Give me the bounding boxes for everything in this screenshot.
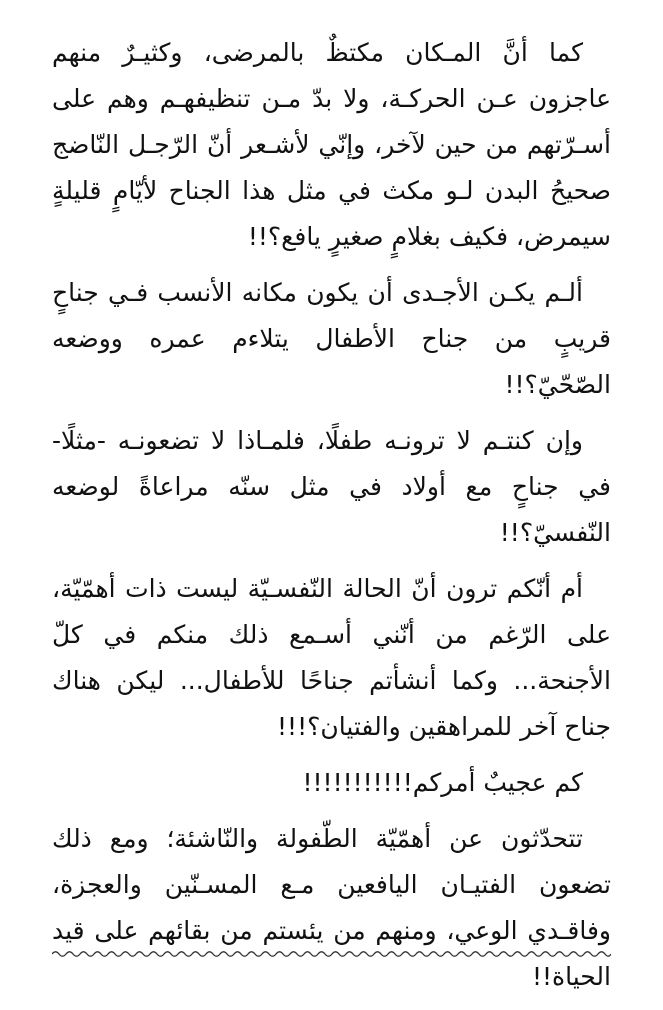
paragraph-5: كم عجيبٌ أمركم!!!!!!!!!!! bbox=[302, 768, 583, 797]
paragraph-2: ألـم يكـن الأجـدى أن يكون مكانه الأنسب فـي جناحٍ قريبٍ من جناح الأطفال يتلاءم عمره ووضعه الصّحّيّ؟!! bbox=[52, 278, 611, 399]
paragraph-4: أم أنّكم ترون أنّ الحالة النّفسـيّة ليست ذات أهمّيّة، على الرّغم من أنّني أسـمع ذلك منكم في كلّ الأجنحة... وكما أنشأتم جناحًا للأطفال... ليكن هناك جناح آخر للمراهقين والفتيان؟!!! bbox=[52, 574, 611, 741]
paragraph-3: وإن كنتـم لا ترونـه طفلًا، فلمـاذا لا تضعونـه -مثلًا- في جناحٍ مع أولاد في مثل سنّه مراعاةً لوضعه النّفسيّ؟!! bbox=[52, 426, 611, 547]
paragraph-6: تتحدّثون عن أهمّيّة الطّفولة والنّاشئة؛ ومع ذلك تضعون الفتيـان اليافعين مـع المسـنّين والعجزة، وفاقـدي الوعي، ومنهم من يئستم من بقائهم على قيد الحياة!! bbox=[52, 824, 611, 991]
paragraph-1: كما أنَّ المـكان مكتظٌ بالمرضى، وكثيـرٌ منهم عاجزون عـن الحركـة، ولا بدّ مـن تنظيفهـم وهم على أسـرّتهم من حين لآخر، وإنّي لأشـعر أنّ الرّجـل النّاضج صحيحُ البدن لـو مكث في مثل هذا الجناح لأيّامٍ قليلةٍ سيمرض، فكيف بغلامٍ صغيرٍ يافع؟!! bbox=[52, 38, 611, 251]
page-text bbox=[52, 30, 611, 1010]
wavy-divider bbox=[52, 948, 611, 960]
wavy-divider-line bbox=[52, 952, 611, 956]
